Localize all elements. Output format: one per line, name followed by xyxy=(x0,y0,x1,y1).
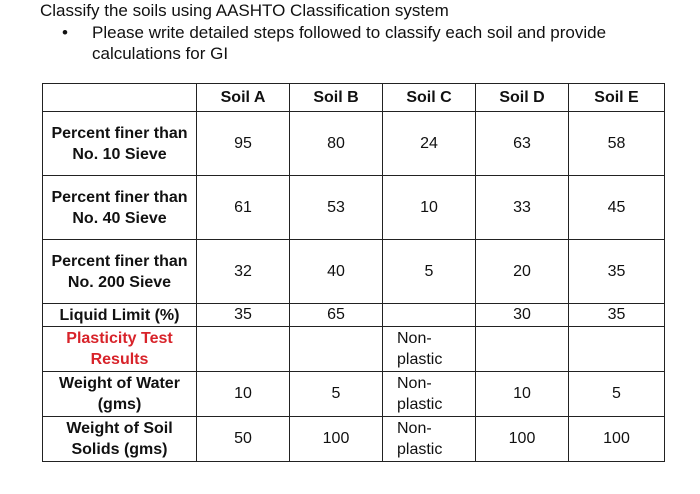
table-cell: 61 xyxy=(197,176,290,240)
row-label: Weight of Soil Solids (gms) xyxy=(43,417,197,462)
table-cell: Non-plastic xyxy=(383,327,476,372)
table-cell: 10 xyxy=(383,176,476,240)
table-row xyxy=(43,112,665,176)
table-cell: 100 xyxy=(476,417,569,462)
table-cell: 63 xyxy=(476,112,569,176)
table-cell: 53 xyxy=(290,176,383,240)
table-cell xyxy=(197,327,290,372)
row-label: Plasticity Test Results xyxy=(43,327,197,372)
table-row xyxy=(43,240,665,304)
table-cell: 20 xyxy=(476,240,569,304)
table-cell: 35 xyxy=(569,304,665,327)
table-row xyxy=(43,304,665,327)
column-header: Soil D xyxy=(476,84,569,112)
table-cell: 30 xyxy=(476,304,569,327)
table-cell: 5 xyxy=(383,240,476,304)
table-cell: 65 xyxy=(290,304,383,327)
bullet-dot-icon: • xyxy=(62,23,68,42)
row-label: Weight of Water (gms) xyxy=(43,372,197,417)
question-heading: Classify the soils using AASHTO Classification system xyxy=(40,1,449,20)
table-cell: 40 xyxy=(290,240,383,304)
table-cell: 95 xyxy=(197,112,290,176)
table-cell xyxy=(569,327,665,372)
table-cell: 10 xyxy=(197,372,290,417)
table-cell: Non-plastic xyxy=(383,372,476,417)
table-cell: 58 xyxy=(569,112,665,176)
table-cell: 35 xyxy=(569,240,665,304)
table-cell: 10 xyxy=(476,372,569,417)
instruction-bullet xyxy=(62,22,672,64)
table-cell: 50 xyxy=(197,417,290,462)
table-cell xyxy=(476,327,569,372)
row-label: Percent finer than No. 10 Sieve xyxy=(43,112,197,176)
row-label: Percent finer than No. 40 Sieve xyxy=(43,176,197,240)
header-empty-cell xyxy=(43,84,197,112)
table-cell: 100 xyxy=(569,417,665,462)
table-cell: Non-plastic xyxy=(383,417,476,462)
table-cell: 32 xyxy=(197,240,290,304)
table-row xyxy=(43,372,665,417)
table-cell: 5 xyxy=(290,372,383,417)
instruction-text: Please write detailed steps followed to classify each soil and provide calculations for GI xyxy=(92,23,607,63)
column-header: Soil E xyxy=(569,84,665,112)
table-cell: 80 xyxy=(290,112,383,176)
table-cell xyxy=(290,327,383,372)
table-row xyxy=(43,417,665,462)
table-cell: 100 xyxy=(290,417,383,462)
table-cell xyxy=(383,304,476,327)
table-row xyxy=(43,176,665,240)
table-cell: 35 xyxy=(197,304,290,327)
table-row xyxy=(43,327,665,372)
table-cell: 45 xyxy=(569,176,665,240)
column-header: Soil B xyxy=(290,84,383,112)
table-cell: 24 xyxy=(383,112,476,176)
soil-data-table xyxy=(42,83,665,462)
row-label: Percent finer than No. 200 Sieve xyxy=(43,240,197,304)
row-label: Liquid Limit (%) xyxy=(43,304,197,327)
table-cell: 33 xyxy=(476,176,569,240)
column-header: Soil A xyxy=(197,84,290,112)
table-cell: 5 xyxy=(569,372,665,417)
table-header-row xyxy=(43,84,665,112)
column-header: Soil C xyxy=(383,84,476,112)
